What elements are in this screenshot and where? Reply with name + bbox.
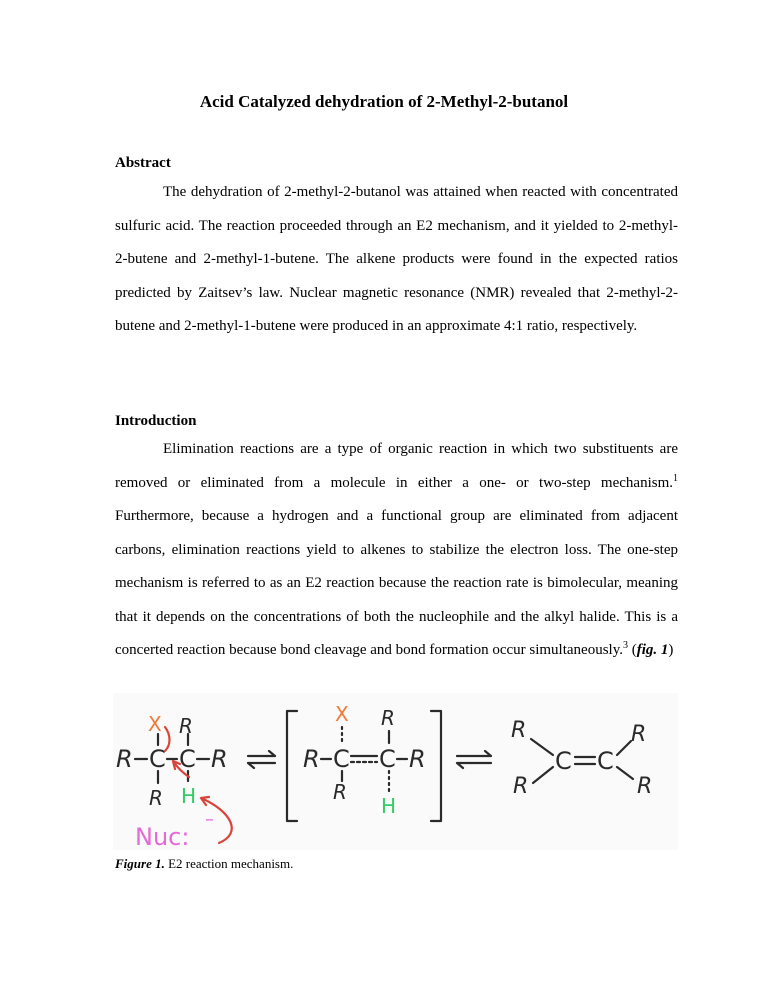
e2-mechanism-figure [113,693,678,850]
ts-carbon-1: C [333,745,350,773]
ts-r-top: R [381,706,395,730]
intro-text-2: Furthermore, because a hydrogen and a functional group are eliminated from adjacent carbons, elimination reactions yield to alkenes to stabilize the electron loss. The one-step mechanism is referred to as an E2 reaction because the reaction rate is bimolecular, meaning that it depends on the concentrations of both the nucleophile and the alkyl halide. This is a concerted reaction because bond cleavage and bond formation occur simultaneously. [115,508,678,658]
ts-r-right: R [409,745,426,773]
nucleophile-charge: – [205,809,214,830]
introduction-heading: Introduction [115,413,197,429]
prod-r-upper-left: R [511,718,527,743]
ts-leaving-group: X [335,702,349,726]
paper-title: Acid Catalyzed dehydration of 2-Methyl-2-butanol [199,92,569,111]
prod-r-lower-left: R [513,774,529,799]
ts-r-bottom: R [333,780,347,804]
ts-r-left: R [303,745,320,773]
abstract-text: The dehydration of 2-methyl-2-butanol was attained when reacted with concentrated sulfuric acid. The reaction proceeded through an E2 mechanism, and it yielded to 2-methyl-2-butene and 2-methyl-1-butene. The alkene products were found in the expected ratios predicted by Zaitsev’s law. Nuclear magnetic resonance (NMR) revealed that 2-methyl-2-butene and 2-methyl-1-butene were produced in an approximate 4:1 ratio, respectively. [115,184,678,334]
carbon-2: C [179,745,196,773]
bracket-right [431,711,441,821]
citation-1: 1 [673,472,678,484]
citation-3: 3 [623,640,628,651]
r-group-right: R [211,745,228,773]
figure-reference: fig. 1 [636,642,669,658]
r-group-top: R [179,714,193,738]
prod-carbon-1: C [555,747,572,775]
r-group-left: R [116,745,133,773]
intro-text-1: Elimination reactions are a type of organic reaction in which two substituents are removed or eliminated from a molecule in either a one- or two-step mechanism. [115,441,678,491]
equilibrium-arrow-1 [248,751,275,768]
ts-carbon-2: C [379,745,396,773]
caption-text: E2 reaction mechanism. [164,856,294,871]
prod-carbon-2: C [597,747,614,775]
prod-r-lower-right: R [637,774,653,799]
nucleophile-label: Nuc: [135,823,190,850]
alkene-product [511,718,652,799]
introduction-paragraph: Elimination reactions are a type of organic reaction in which two substituents are removed or eliminated from a molecule in either a one- or two-step mechanism.$^1$ Furthermore, because a hydrogen and a functional group are eliminated from adjacent carbons, elimination reactions yield to alkenes to stabilize the electron loss. The one-step mechanism is referred to as an E2 reaction because the reaction rate is bimolecular, meaning that it depends on the concentrations of both the nucleophile and the alkyl halide. This is a concerted reaction because bond cleavage and bond formation occur simultaneously.$^3$ (fig. 1) [115,441,678,658]
bracket-left [287,711,297,821]
transition-state [287,702,441,821]
leaving-group-x: X [148,712,162,736]
carbon-1: C [149,745,166,773]
equilibrium-arrow-2 [457,751,491,768]
mechanism-drawing [113,693,678,850]
figure-caption [115,856,293,872]
caption-label: Figure 1. [115,856,165,871]
abstract-paragraph [115,176,678,344]
r-group-bottom: R [149,786,163,810]
ts-hydrogen: H [381,794,397,818]
prod-r-upper-right: R [631,722,647,747]
reactant [116,712,232,850]
beta-hydrogen: H [181,784,197,808]
abstract-heading: Abstract [115,155,171,171]
